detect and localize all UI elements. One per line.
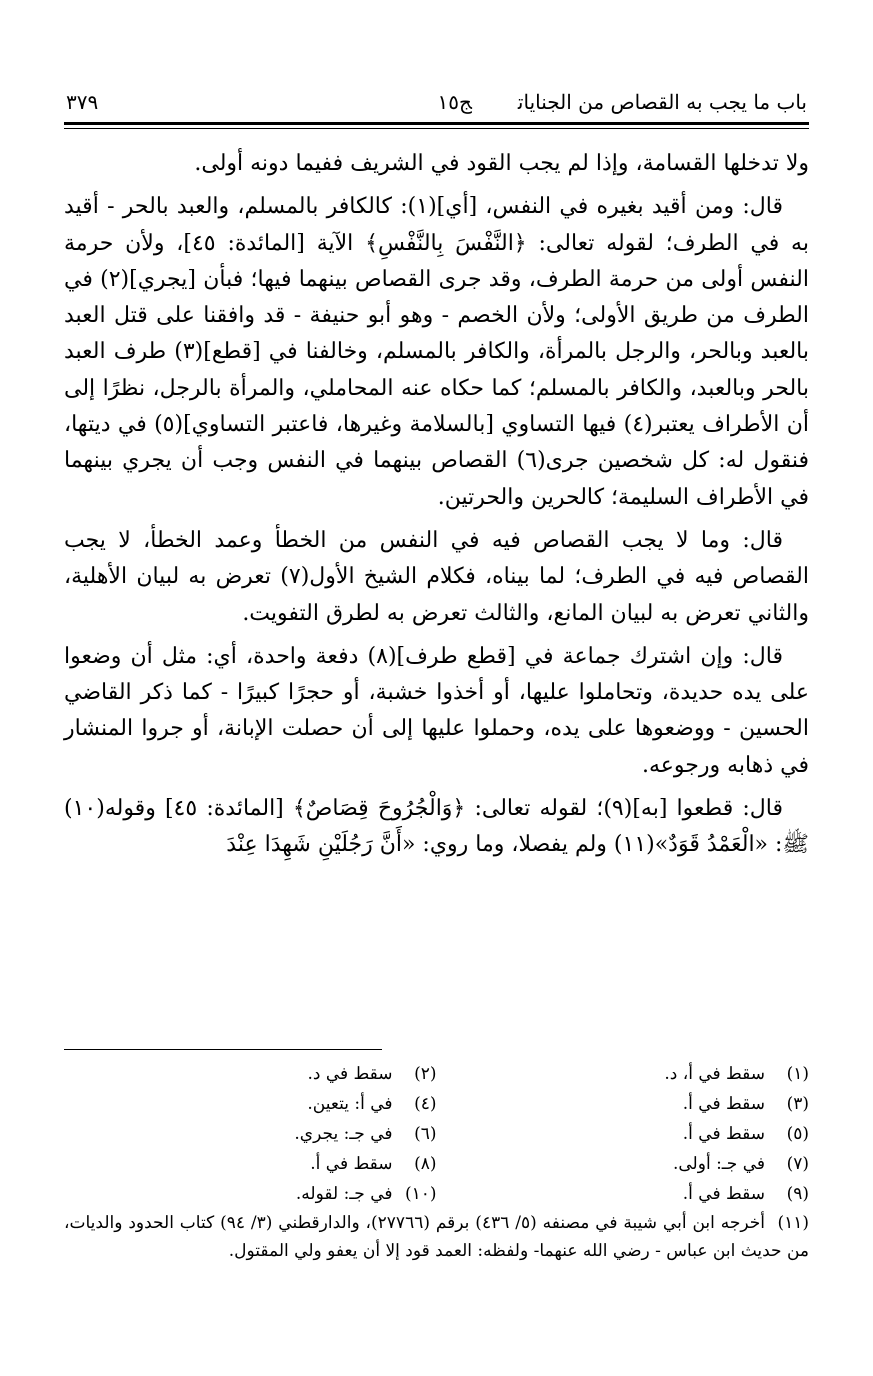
header-rule-thick [64, 122, 809, 125]
footnote-text: سقط في أ، د. [664, 1064, 765, 1084]
footnote-number: (٩) [786, 1184, 809, 1204]
footnote-text: في جـ: أولى. [672, 1154, 765, 1174]
footnote-item [64, 1150, 437, 1178]
main-text [64, 146, 809, 871]
footnote-text: سقط في أ. [682, 1094, 765, 1114]
footnote-text: في جـ: لقوله. [295, 1184, 393, 1204]
footnote-item [64, 1060, 437, 1088]
footnote-grid [64, 1060, 809, 1208]
footnotes [64, 1060, 809, 1265]
paragraph: قال: ومن أقيد بغيره في النفس، [أي](١): كالكافر بالمسلم، والعبد بالحر - أقيد به في الطرف؛ لقوله تعالى: ﴿النَّفْسَ بِالنَّفْسِ﴾ الآية [المائدة: ٤٥]، ولأن حرمة النفس أولى من حرمة الطرف، وقد جرى القصاص بينهما فيها؛ فبأن [يجري](٢) في الطرف من طريق الأولى؛ ولأن الخصم - وهو أبو حنيفة - قد وافقنا على قتل العبد بالعبد وبالحر، والرجل بالمرأة، والكافر بالمسلم، وخالفنا في [قطع](٣) طرف العبد بالحر وبالعبد، والكافر بالمسلم؛ كما حكاه عنه المحاملي، والمرأة بالرجل، نظرًا إلى أن الأطراف يعتبر(٤) فيها التساوي [بالسلامة وغيرها، فاعتبر التساوي](٥) في ديتها، فنقول له: كل شخصين جرى(٦) القصاص بينهما في النفس وجب أن يجري بينهما في الأطراف السليمة؛ كالحرين والحرتين. [64, 194, 810, 510]
footnote-item [437, 1150, 810, 1178]
footnote-item-long [64, 1210, 809, 1265]
chapter-title: باب ما يجب به القصاص من الجنايات [517, 90, 807, 114]
paragraph: ولا تدخلها القسامة، وإذا لم يجب القود في الشريف ففيما دونه أولى. [194, 151, 809, 176]
footnote-number: (٦) [414, 1124, 437, 1144]
footnote-number: (٥) [786, 1124, 809, 1144]
footnote-text: سقط في أ. [310, 1154, 393, 1174]
footnote-item [64, 1120, 437, 1148]
footnote-item [437, 1090, 810, 1118]
footnote-item [437, 1120, 810, 1148]
footnote-number: (١) [786, 1064, 809, 1084]
footnote-number: (٤) [414, 1094, 437, 1114]
footnote-separator [64, 1049, 382, 1050]
volume-number: ج١٥ [437, 90, 472, 114]
running-header [64, 84, 809, 120]
footnote-text: سقط في د. [307, 1064, 393, 1084]
footnote-item [64, 1180, 437, 1208]
header-title-group [438, 84, 808, 120]
footnote-number: (٧) [786, 1154, 809, 1174]
footnote-item [437, 1180, 810, 1208]
paragraph: قال: قطعوا [به](٩)؛ لقوله تعالى: ﴿وَالْجُرُوحَ قِصَاصٌ﴾ [المائدة: ٤٥] وقوله(١٠) ﷺ: «الْعَمْدُ قَوَدٌ»(١١) ولم يفصلا، وما روي: «أَنَّ رَجُلَيْنِ شَهِدَا عِنْدَ [64, 796, 809, 858]
footnote-item [64, 1090, 437, 1118]
footnote-number: (٣) [786, 1094, 809, 1114]
footnote-text: في أ: يتعين. [307, 1094, 393, 1114]
footnote-text: سقط في أ. [682, 1184, 765, 1204]
header-rule-thin [64, 128, 809, 129]
footnote-item [437, 1060, 810, 1088]
footnote-number: (١٠) [404, 1184, 437, 1204]
footnote-text: أخرجه ابن أبي شيبة في مصنفه (٥/ ٤٣٦) برقم (٢٧٧٦٦)، والدارقطني (٣/ ٩٤) كتاب الحدود والديات، من حديث ابن عباس - رضي الله عنهما- ولفظه: العمد قود إلا أن يعفو ولي المقتول. [64, 1213, 809, 1261]
footnote-text: سقط في أ. [682, 1124, 765, 1144]
footnote-text: في جـ: يجري. [294, 1124, 393, 1144]
book-page [64, 0, 809, 1376]
page-number: ٣٧٩ [66, 90, 99, 114]
paragraph: قال: وإن اشترك جماعة في [قطع طرف](٨) دفعة واحدة، أي: مثل أن وضعوا على يده حديدة، وتحاملوا عليها، أو أخذوا خشبة، أو حجرًا كبيرًا - كما ذكر القاضي الحسين - ووضعوها على يده، وحملوا عليها إلى أن حصلت الإبانة، أو جروا المنشار في ذهابه ورجوعه. [64, 643, 809, 778]
footnote-number: (١١) [777, 1213, 809, 1233]
paragraph: قال: وما لا يجب القصاص فيه في النفس من الخطأ وعمد الخطأ، لا يجب القصاص فيه في الطرف؛ لما بيناه، فكلام الشيخ الأول(٧) تعرض به لبيان الأهلية، والثاني تعرض به لبيان المانع، والثالث تعرض به لطرق التفويت. [64, 527, 809, 626]
footnote-number: (٢) [414, 1064, 437, 1084]
footnote-number: (٨) [414, 1154, 437, 1174]
